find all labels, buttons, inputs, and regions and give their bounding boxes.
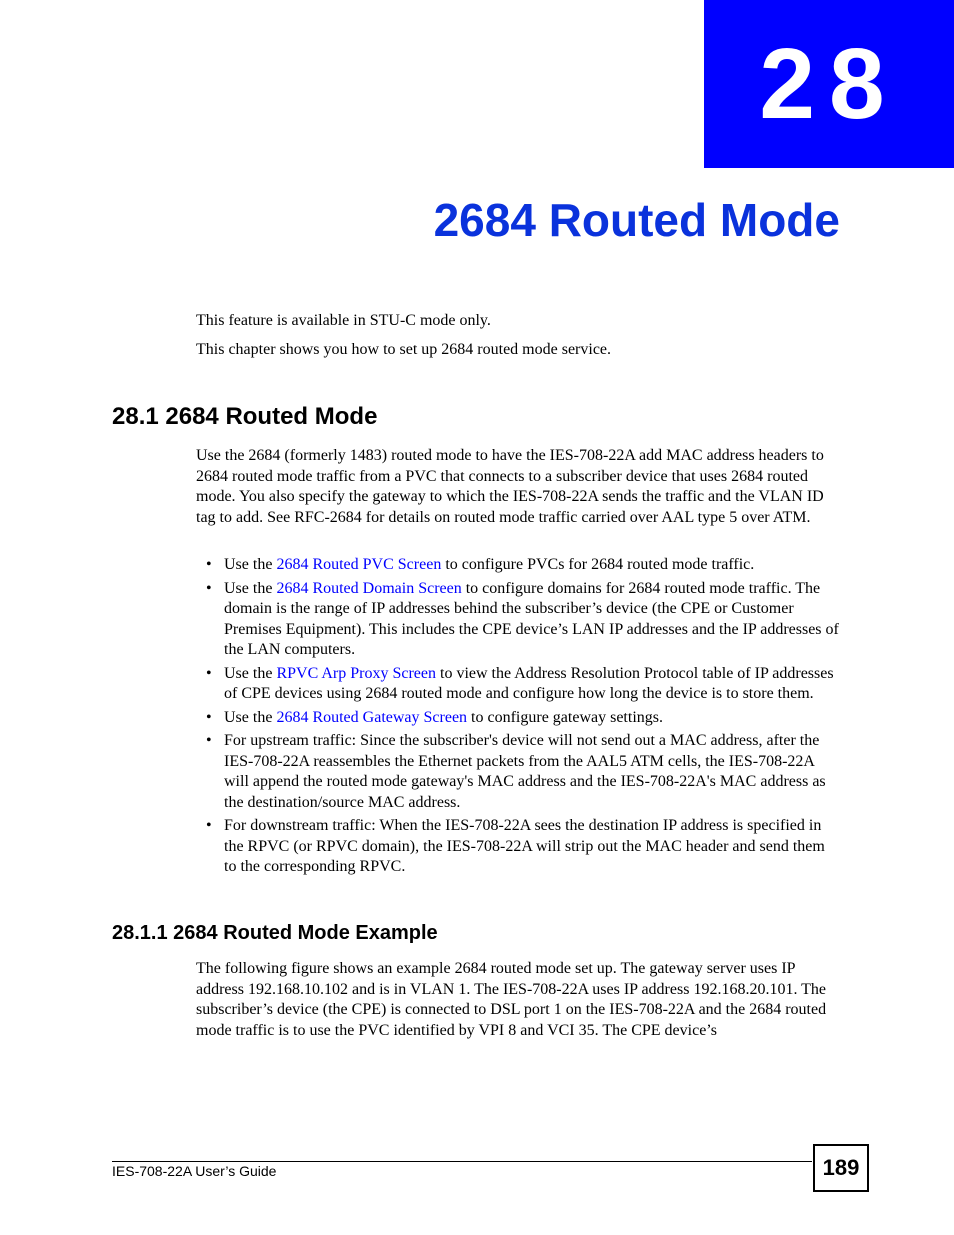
- bullet-text: to configure PVCs for 2684 routed mode traffic.: [441, 556, 755, 573]
- section-heading: 28.1 2684 Routed Mode: [112, 403, 378, 430]
- link-routed-domain-screen[interactable]: 2684 Routed Domain Screen: [276, 579, 462, 597]
- list-item: [196, 731, 840, 813]
- bullet-text: to view the Address Resolution Protocol table of IP addresses of CPE devices using 2684 routed mode and configure how long the device is to store them.: [224, 664, 834, 702]
- bullet-text: Use the: [224, 579, 277, 597]
- list-item: [196, 664, 840, 705]
- intro-line-2: This chapter shows you how to set up 2684 routed mode service.: [196, 340, 612, 358]
- link-routed-gateway-screen[interactable]: 2684 Routed Gateway Screen: [276, 708, 468, 726]
- bullet-text: Use the: [224, 708, 277, 726]
- footer-guide-title: IES-708-22A User’s Guide: [112, 1163, 277, 1179]
- list-item: [196, 555, 840, 576]
- subsection-heading: 28.1.1 2684 Routed Mode Example: [112, 922, 438, 944]
- intro-line-1: This feature is available in STU-C mode only.: [196, 312, 491, 329]
- section-paragraph: Use the 2684 (formerly 1483) routed mode to have the IES-708-22A add MAC address headers to 2684 routed mode traffic from a PVC that connects to a subscriber device that uses 2684 routed mode. You also specify the gateway to which the IES-708-22A sends the traffic and the VLAN ID tag to add. See RFC-2684 for details on routed mode traffic carried over AAL type 5 over ATM.: [196, 447, 824, 526]
- chapter-number-box: [704, 0, 954, 168]
- bullet-text: Use the: [224, 556, 277, 573]
- link-routed-pvc-screen[interactable]: 2684 Routed PVC Screen: [276, 556, 442, 573]
- list-item: [196, 708, 840, 729]
- list-item: [196, 816, 840, 878]
- subsection-paragraph: The following figure shows an example 2684 routed mode set up. The gateway server uses IP address 192.168.10.102 and is in VLAN 1. The IES-708-22A uses IP address 192.168.20.101. The subscriber’s device (the CPE) is connected to DSL port 1 on the IES-708-22A and the 2684 routed mode traffic is to use the PVC identified by VPI 8 and VCI 35. The CPE device’s: [196, 960, 827, 1039]
- intro: [196, 311, 840, 360]
- bullet-text: For upstream traffic: Since the subscriber's device will not send out a MAC address, after the IES-708-22A reassembles the Ethernet packets from the AAL5 ATM cells, the IES-708-22A will append the routed mode gateway's MAC address and the IES-708-22A's MAC address as the destination/source MAC address.: [224, 732, 826, 811]
- bullet-text: For downstream traffic: When the IES-708-22A sees the destination IP address is specified in the RPVC (or RPVC domain), the IES-708-22A will strip out the MAC header and send them to the corresponding RPVC.: [224, 817, 825, 875]
- chapter-title: 2684 Routed Mode: [433, 194, 840, 246]
- chapter-number: 28: [759, 28, 899, 140]
- bullet-text: to configure gateway settings.: [467, 708, 663, 726]
- bullet-text: to configure domains for 2684 routed mode traffic. The domain is the range of IP addresses behind the subscriber’s device (the CPE or Customer Premises Equipment). This includes the CPE device’s LAN IP addresses and the IP addresses of the LAN computers.: [224, 579, 839, 658]
- bullet-text: Use the: [224, 664, 277, 682]
- feature-list: [196, 555, 840, 881]
- list-item: [196, 579, 840, 661]
- link-rpvc-arp-proxy-screen[interactable]: RPVC Arp Proxy Screen: [276, 664, 436, 682]
- page-number: 189: [813, 1144, 869, 1192]
